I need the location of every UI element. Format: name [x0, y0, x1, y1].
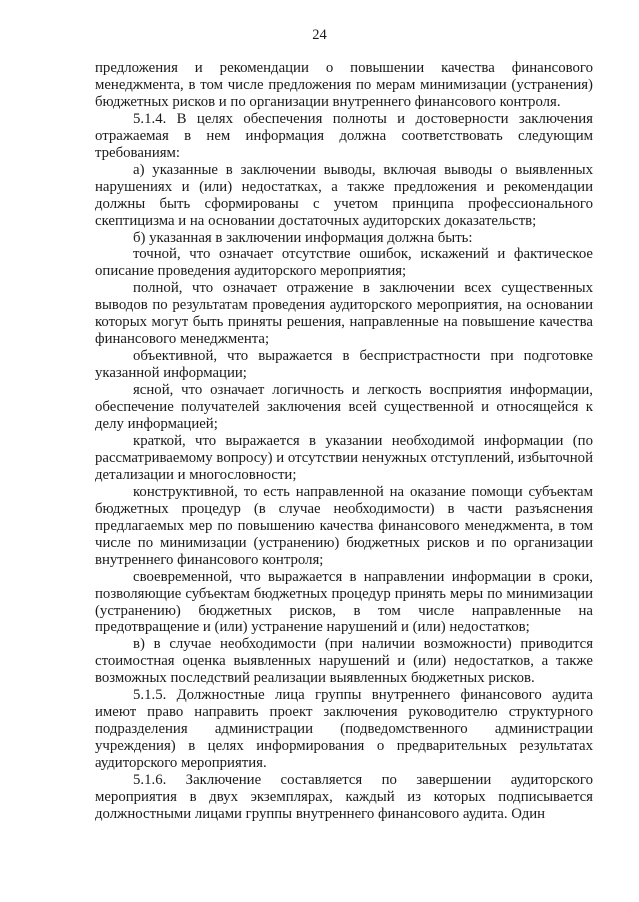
paragraph: а) указанные в заключении выводы, включая выводы о выявленных нарушениях и (или) недостатках, а также предложения и рекомендации должны быть сформированы с учетом принципа профессионального скептицизма и на основании достаточных аудиторских доказательств;	[95, 161, 593, 229]
paragraph: 5.1.5. Должностные лица группы внутреннего финансового аудита имеют право направить проект заключения руководителю структурного подразделения администрации (подведомственного администрации учреждения) в целях информирования о предварительных результатах аудиторского мероприятия.	[95, 687, 593, 772]
paragraph: предложения и рекомендации о повышении качества финансового менеджмента, в том числе предложения по мерам минимизации (устранения) бюджетных рисков и по организации внутреннего финансового контроля.	[95, 60, 593, 110]
paragraph: объективной, что выражается в беспристрастности при подготовке указанной информации;	[95, 348, 593, 382]
paragraph: 5.1.4. В целях обеспечения полноты и достоверности заключения отражаемая в нем информация должна соответствовать следующим требованиям:	[95, 110, 593, 161]
paragraph: точной, что означает отсутствие ошибок, искажений и фактическое описание проведения аудиторского мероприятия;	[95, 246, 593, 280]
page-number: 24	[312, 27, 327, 43]
document-body	[95, 60, 593, 823]
paragraph: б) указанная в заключении информация должна быть:	[133, 229, 473, 246]
paragraph: конструктивной, то есть направленной на оказание помощи субъектам бюджетных процедур (в случае необходимости) в части разъяснения предлагаемых мер по повышению качества финансового менеджмента, в том числе по минимизации (устранению) бюджетных рисков и по организации внутреннего финансового контроля;	[95, 483, 593, 568]
paragraph: в) в случае необходимости (при наличии возможности) приводится стоимостная оценка выявленных нарушений и (или) недостатков, а также возможных последствий реализации выявленных бюджетных рисков.	[95, 636, 593, 687]
paragraph: ясной, что означает логичность и легкость восприятия информации, обеспечение получателей заключения всей существенной и относящейся к делу информацией;	[95, 382, 593, 433]
paragraph: краткой, что выражается в указании необходимой информации (по рассматриваемому вопросу) и отсутствии ненужных отступлений, избыточной детализации и многословности;	[95, 432, 593, 483]
paragraph: полной, что означает отражение в заключении всех существенных выводов по результатам проведения аудиторского мероприятия, на основании которых могут быть приняты решения, направленные на повышение качества финансового менеджмента;	[95, 280, 593, 348]
paragraph: 5.1.6. Заключение составляется по завершении аудиторского мероприятия в двух экземплярах, каждый из которых подписывается должностными лицами группы внутреннего финансового аудита. Один	[95, 772, 593, 822]
paragraph: своевременной, что выражается в направлении информации в сроки, позволяющие субъектам бюджетных процедур принять меры по минимизации (устранению) бюджетных рисков, в том числе направленные на предотвращение и (или) устранение нарушений и (или) недостатков;	[95, 568, 593, 636]
